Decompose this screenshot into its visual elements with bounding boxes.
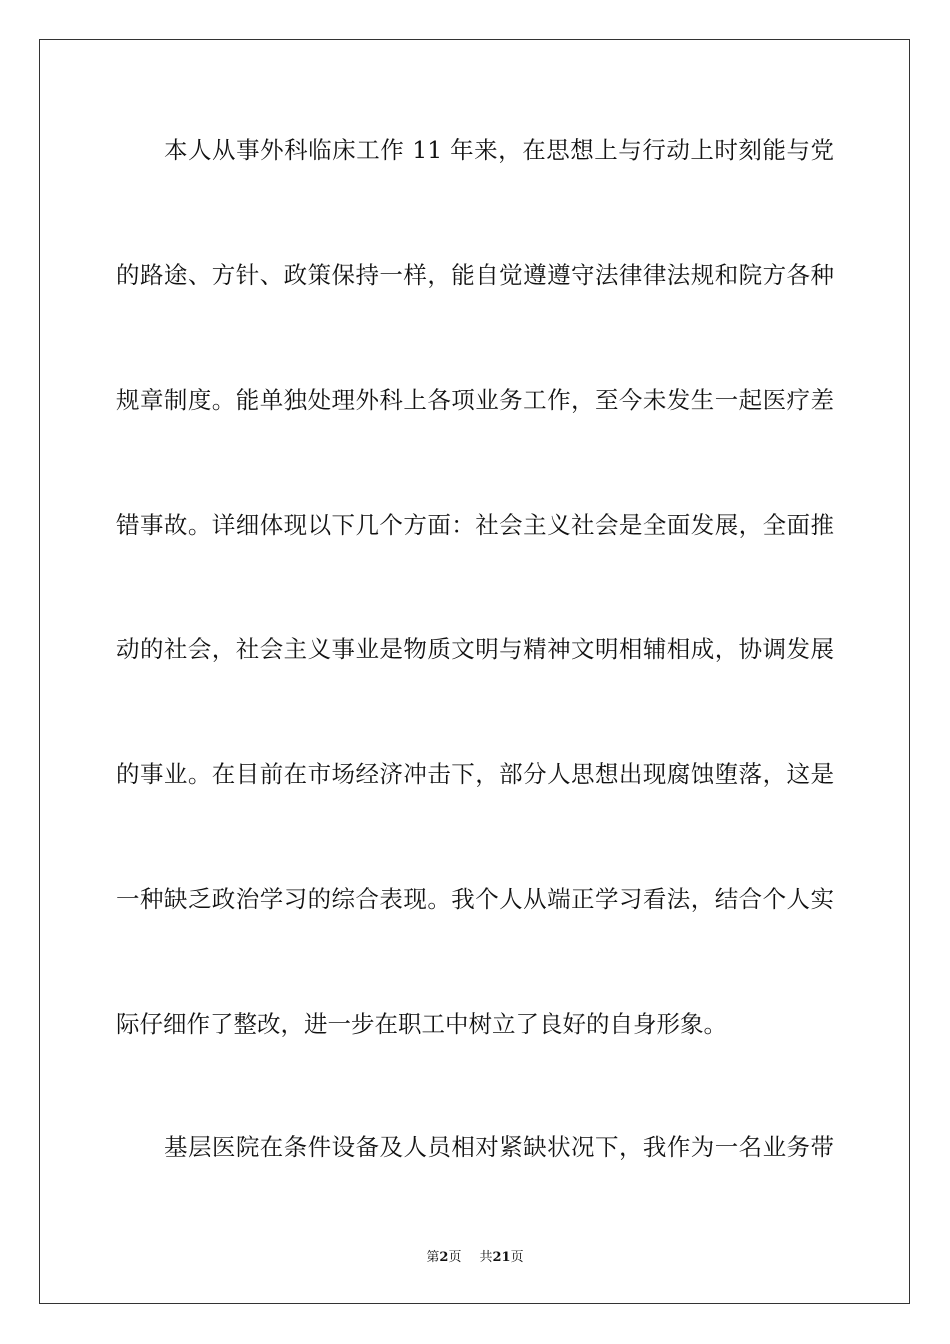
paragraph-1-line-4: 错事故。详细体现以下几个方面：社会主义社会是全面发展，全面推 <box>116 511 834 539</box>
paragraph-2-line-1: 基层医院在条件设备及人员相对紧缺状况下，我作为一名业务带 <box>164 1133 834 1161</box>
page-prefix: 第 <box>426 1250 440 1265</box>
page-footer <box>0 1246 950 1265</box>
total-prefix: 共 <box>479 1250 493 1265</box>
paragraph-1-line-5: 动的社会，社会主义事业是物质文明与精神文明相辅相成，协调发展 <box>116 635 834 663</box>
total-pages: 21 <box>492 1250 511 1265</box>
page-number: 2 <box>439 1250 449 1265</box>
page-border <box>39 39 910 1304</box>
total-suffix: 页 <box>510 1250 524 1265</box>
paragraph-1-line-1: 本人从事外科临床工作 11 年来，在思想上与行动上时刻能与党 <box>164 136 834 164</box>
paragraph-1-line-6: 的事业。在目前在市场经济冲击下，部分人思想出现腐蚀堕落，这是 <box>116 760 834 788</box>
paragraph-1-line-7: 一种缺乏政治学习的综合表现。我个人从端正学习看法，结合个人实 <box>116 885 834 913</box>
paragraph-1-line-2: 的路途、方针、政策保持一样，能自觉遵遵守法律律法规和院方各种 <box>116 261 834 289</box>
page-suffix: 页 <box>448 1250 462 1265</box>
paragraph-1-line-8: 际仔细作了整改，进一步在职工中树立了良好的自身形象。 <box>116 1010 727 1038</box>
paragraph-1-line-3: 规章制度。能单独处理外科上各项业务工作，至今未发生一起医疗差 <box>116 386 834 414</box>
